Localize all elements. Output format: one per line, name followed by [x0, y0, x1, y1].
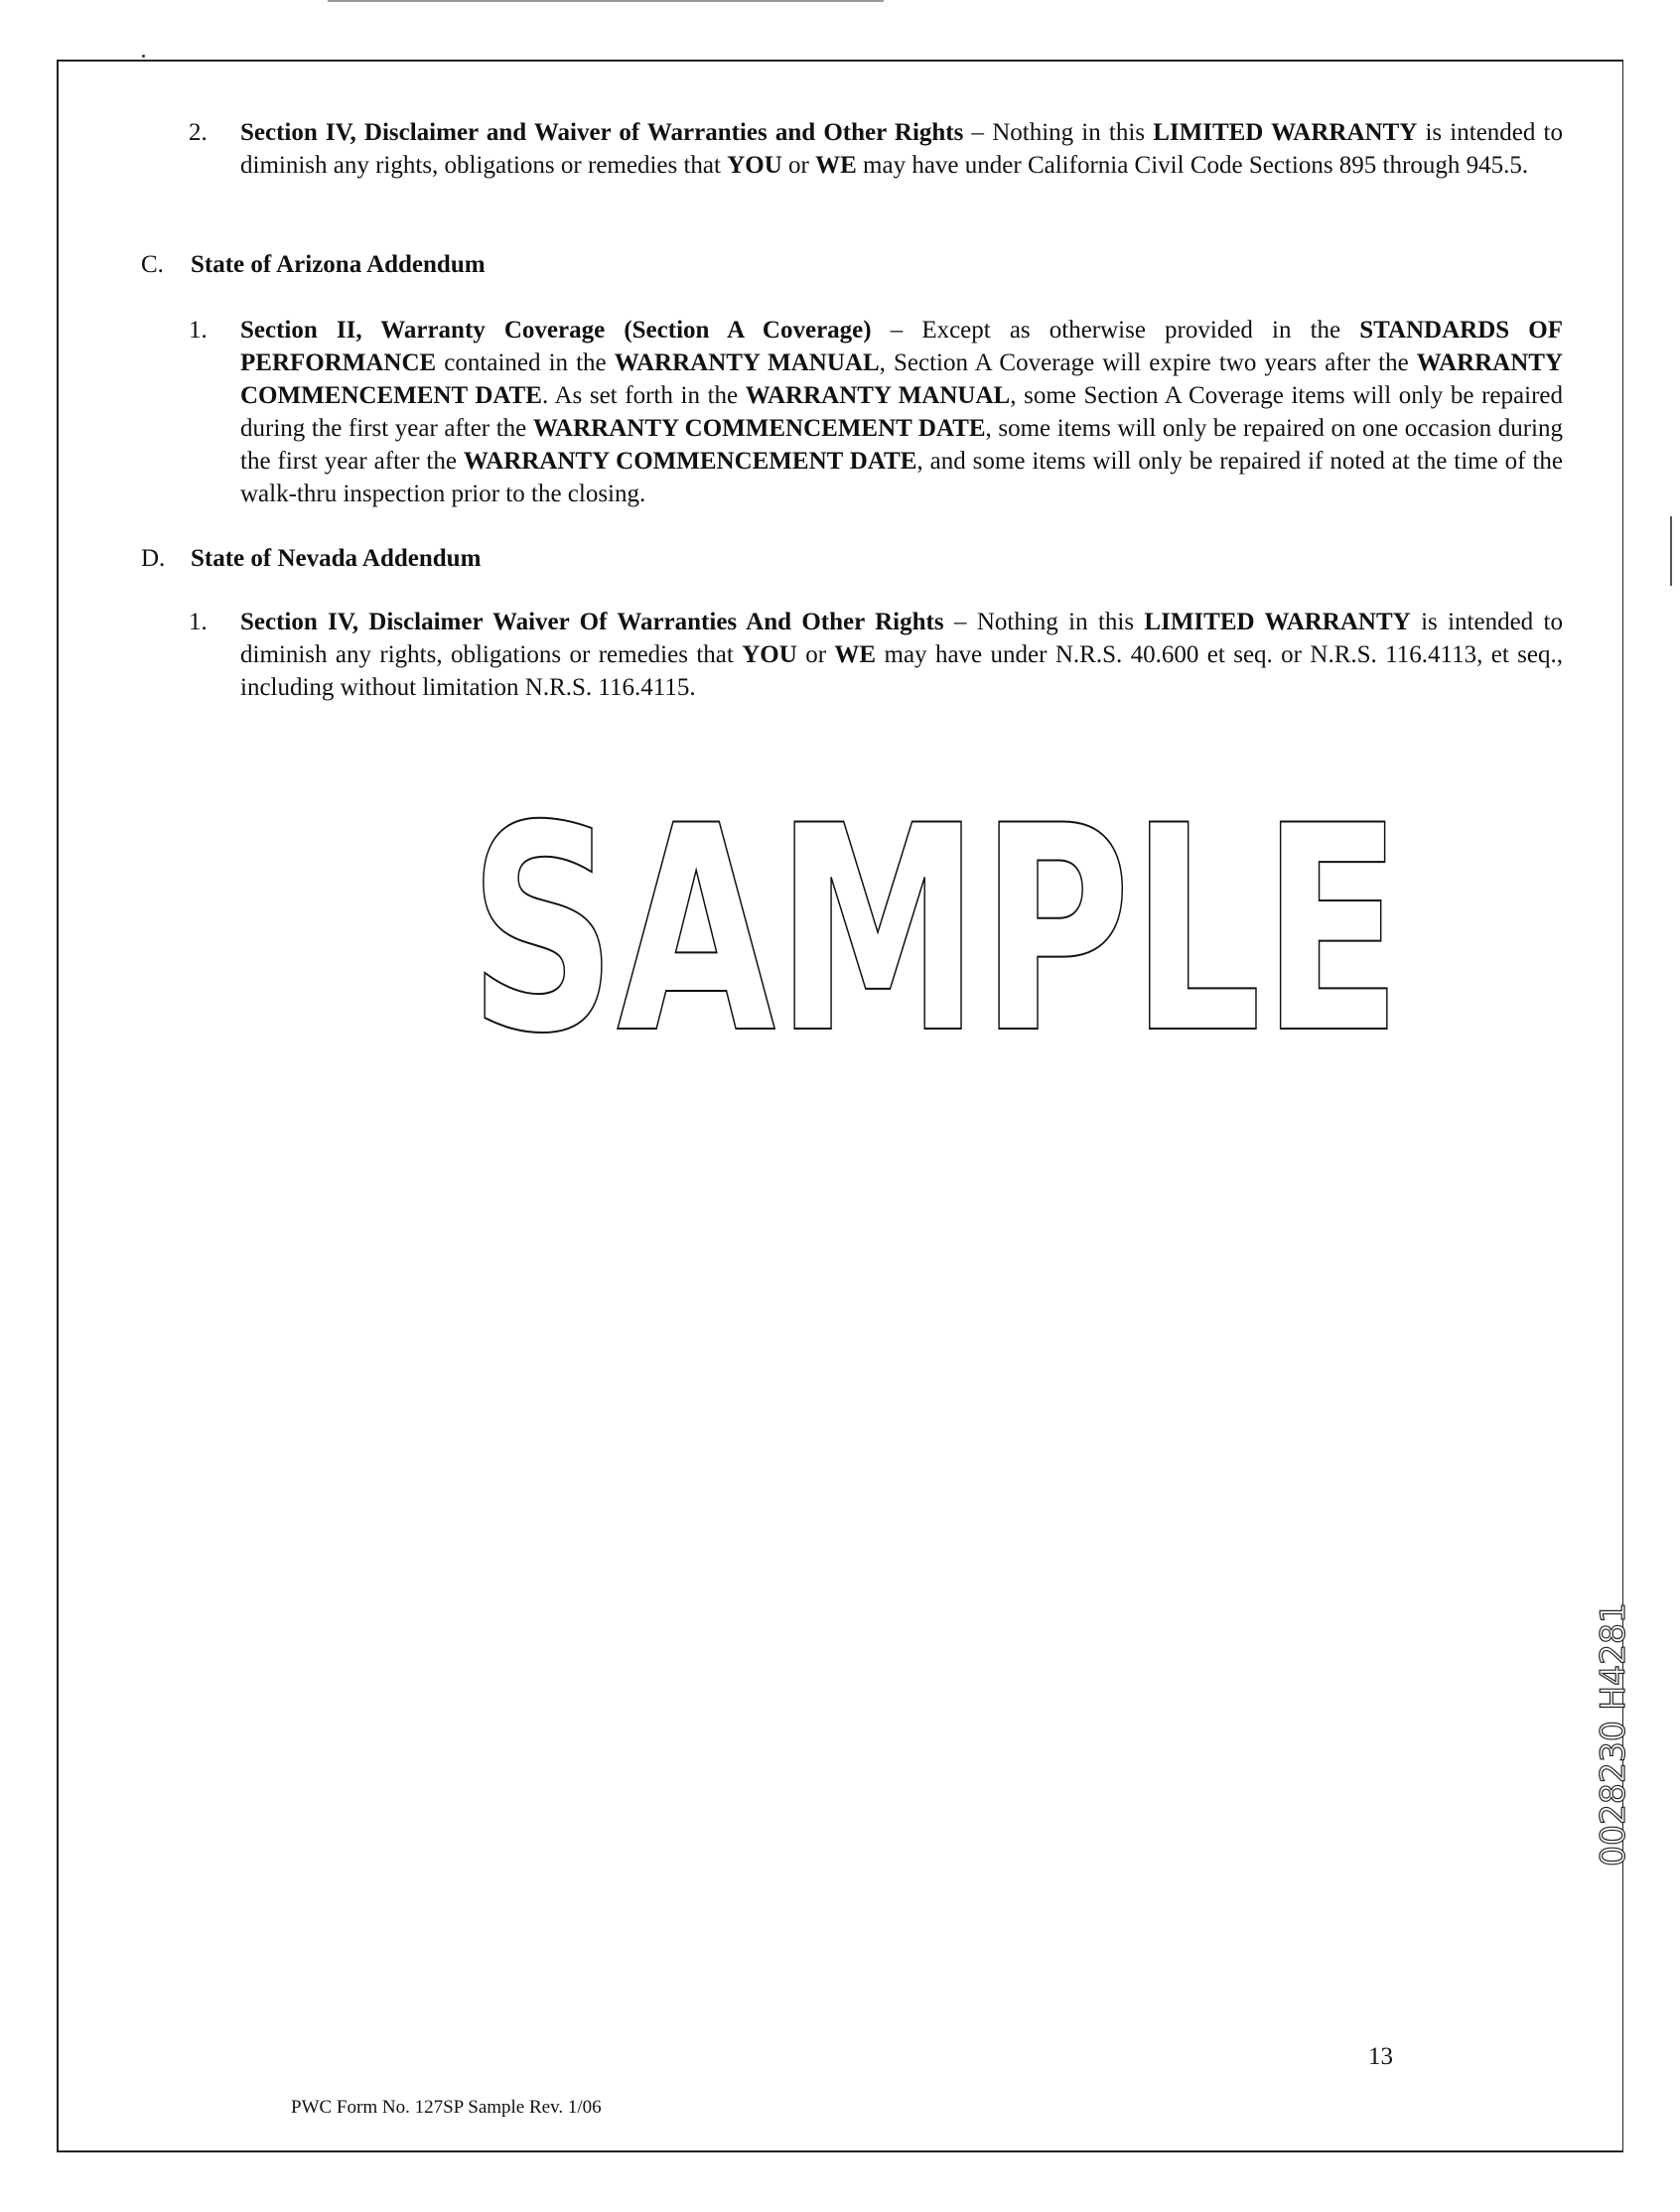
section-title: State of Nevada Addendum	[191, 545, 482, 572]
item-number: 1.	[189, 317, 208, 344]
item-number: 2.	[189, 119, 208, 146]
arizona-item-1-paragraph: Section II, Warranty Coverage (Section A Coverage) – Except as otherwise provided in the STANDARDS OF PERFORMANCE contained in the WARRANTY MANUAL, Section A Coverage will expire two years after the WARRANTY COMMENCEMENT DATE. As set forth in the WARRANTY MANUAL, some Section A Coverage items will only be repaired during the first year after the WARRANTY COMMENCEMENT DATE, some items will only be repaired on one occasion during the first year after the WARRANTY COMMENCEMENT DATE, and some items will only be repaired if noted at the time of the walk-thru inspection prior to the closing.	[240, 317, 1564, 507]
nevada-item-1-paragraph: Section IV, Disclaimer Waiver Of Warranties And Other Rights – Nothing in this LIMITED WARRANTY is intended to diminish any rights, obligations or remedies that YOU or WE may have under N.R.S. 40.600 et seq. or N.R.S. 116.4113, et seq., including without limitation N.R.S. 116.4115.	[240, 609, 1563, 701]
item-title: Section II, Warranty Coverage (Section A Coverage)	[240, 317, 872, 344]
vertical-document-number-text: 0028230 H4281	[1594, 1593, 1633, 1866]
item-title: Section IV, Disclaimer Waiver Of Warranties And Other Rights	[240, 609, 944, 635]
section-letter: D.	[141, 545, 166, 572]
item-number: 1.	[189, 609, 208, 635]
sample-watermark-graphic	[459, 766, 1412, 1096]
item-title: Section IV, Disclaimer and Waiver of Warranties and Other Rights	[240, 119, 964, 146]
section-letter: C.	[141, 251, 164, 278]
section-c-heading	[141, 248, 486, 281]
page-number: 13	[1368, 2043, 1393, 2070]
section-d-heading	[141, 542, 481, 575]
section-title: State of Arizona Addendum	[191, 251, 486, 278]
form-footer: PWC Form No. 127SP Sample Rev. 1/06	[291, 2097, 602, 2118]
california-item-2-paragraph: Section IV, Disclaimer and Waiver of Warranties and Other Rights – Nothing in this LIMITED WARRANTY is intended to diminish any rights, obligations or remedies that YOU or WE may have under California Civil Code Sections 895 through 945.5.	[240, 119, 1563, 179]
sample-watermark	[459, 766, 1412, 1096]
scan-artifact-top-line	[328, 0, 884, 2]
vertical-document-number	[1587, 1593, 1646, 1866]
scan-artifact-edge-mark	[1670, 516, 1672, 586]
scan-artifact-dot	[142, 55, 145, 58]
sample-watermark-text: SAMPLE	[469, 766, 1402, 1096]
